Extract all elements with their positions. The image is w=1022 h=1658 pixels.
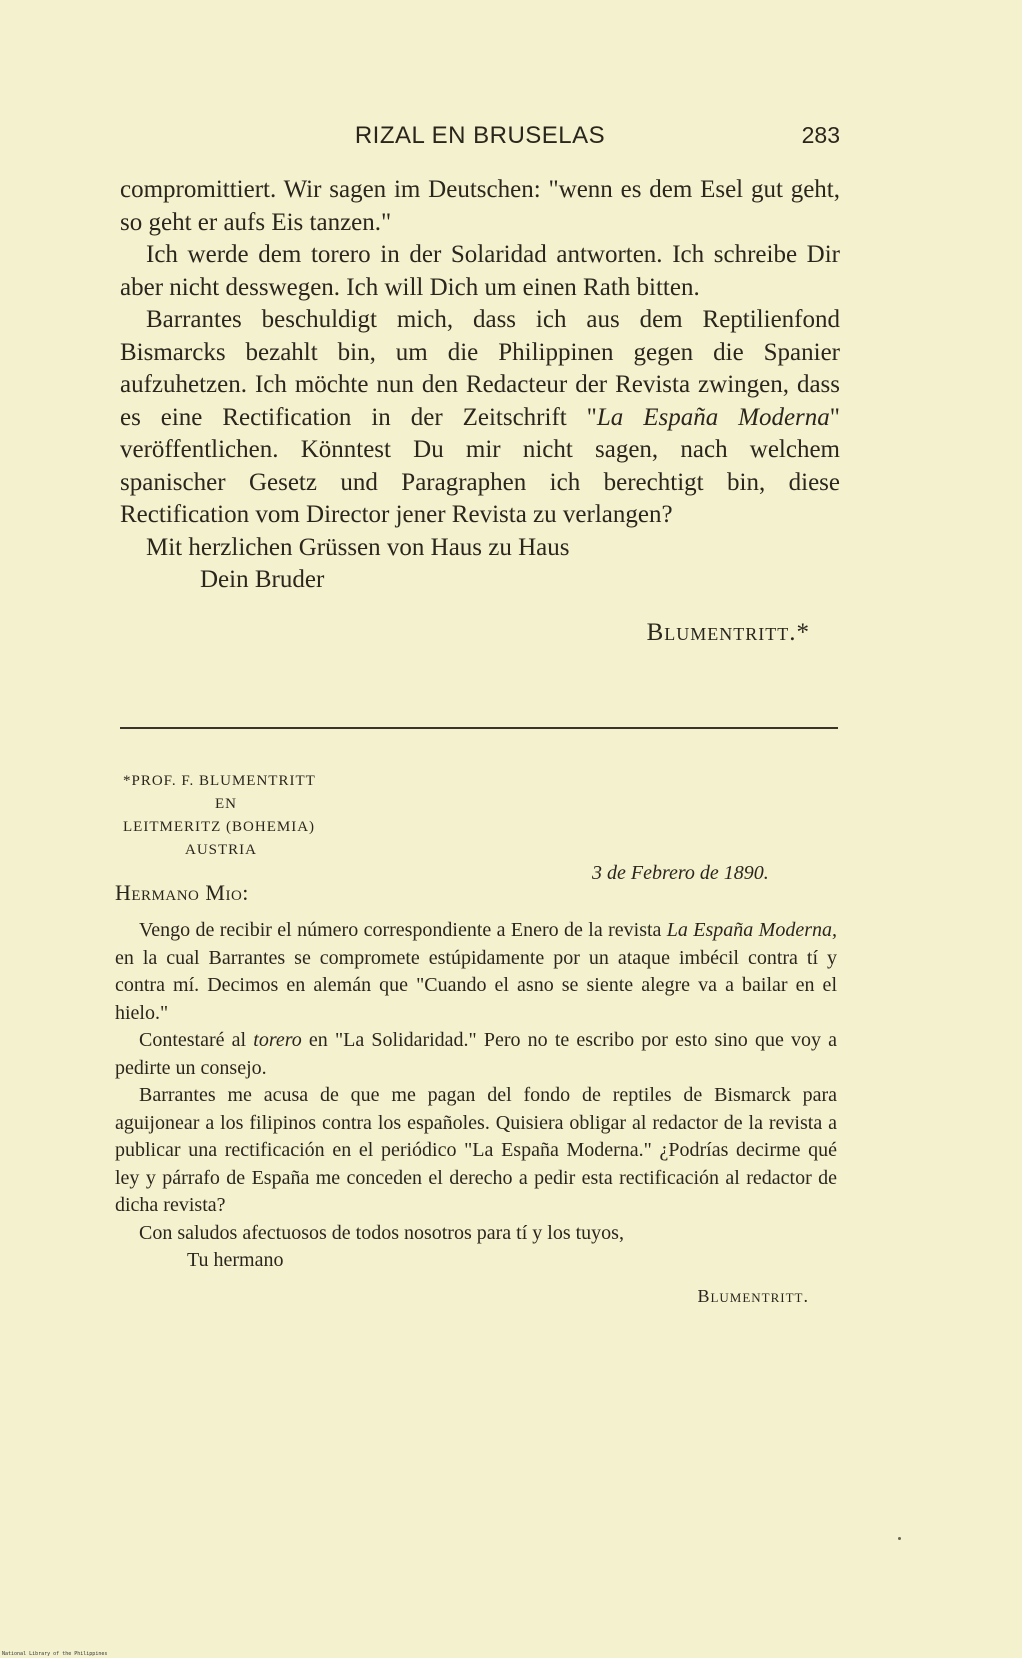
german-brother-line: Dein Bruder (200, 566, 325, 593)
journal-title-italic: La España Moderna, (666, 919, 837, 941)
journal-title-italic: La España Moderna (596, 403, 830, 431)
german-paragraph-3-text-a: Barrantes beschuldigt mich, dass ich aus dem Reptilienfond Bismarcks bezahlt bin, um die Philippinen gegen die Spanier aufzuhetzen. Ich möchte nun den Redacteur der Revista zwingen, dass es eine Rectification in der Zeitschrift " (120, 306, 840, 431)
german-closing: Mit herzlichen Grüssen von Haus zu Haus (146, 533, 570, 561)
address-line-3: LEITMERITZ (BOHEMIA) (123, 819, 316, 835)
spanish-paragraph-2 (115, 1027, 837, 1082)
german-paragraph-1: compromittiert. Wir sagen im Deutschen: "wenn es dem Esel gut geht, so geht er aufs Eis tanzen." (120, 176, 840, 236)
spanish-closing: Con saludos afectuosos de todos nosotros para tí y los tuyos, (139, 1221, 624, 1244)
address-line-1: *PROF. F. BLUMENTRITT (123, 773, 316, 789)
paper-speck (898, 1537, 901, 1540)
footnote-address (123, 770, 353, 862)
spanish-paragraph-1-text-b: en la cual Barrantes se compromete estúpidamente por un ataque imbécil contra tí y contra mí. Decimos en alemán que "Cuando el asno se siente alegre va a bailar en el hielo." (115, 946, 837, 1024)
german-letter (120, 174, 840, 649)
running-title: RIZAL EN BRUSELAS (354, 122, 606, 149)
page-number: 283 (801, 122, 840, 148)
spanish-brother-line: Tu hermano (187, 1249, 284, 1271)
section-divider (120, 727, 838, 729)
spanish-paragraph-1-text-a: Vengo de recibir el número correspondiente a Enero de la revista (139, 919, 667, 941)
page-header (120, 122, 840, 158)
spanish-signature: Blumentritt. (697, 1285, 809, 1306)
spanish-paragraph-3: Barrantes me acusa de que me pagan del fondo de reptiles de Bismarck para aguijonear a los filipinos contra los españoles. Quisiera obligar al redactor de la revista a publicar una rectificación en el periódico "La España Moderna." ¿Podrías decirme qué ley y párrafo de España me conceden el derecho a pedir esta rectificación al redactor de dicha revista? (115, 1084, 837, 1216)
spanish-paragraph-2-text-b: en "La Solidaridad." Pero no te escribo por esto sino que voy a pedirte un consejo. (115, 1029, 838, 1079)
address-line-2: EN (215, 796, 237, 812)
spanish-letter (115, 917, 837, 1310)
salutation: Hermano Mio: (115, 880, 249, 905)
torero-italic: torero (253, 1029, 302, 1051)
german-paragraph-3-text-b: " veröffentlichen. Könntest Du mir nicht sagen, nach welchem spanischer Gesetz und Paragraphen ich berechtigt bin, diese Rectification vom Director jener Revista zu verlangen? (120, 403, 840, 528)
address-line-4: AUSTRIA (185, 842, 258, 858)
spanish-paragraph-1 (115, 917, 837, 1027)
letter-date: 3 de Febrero de 1890. (592, 862, 769, 884)
spanish-paragraph-2-text-a: Contestaré al (139, 1029, 254, 1051)
german-paragraph-3 (120, 304, 840, 532)
german-paragraph-2: Ich werde dem torero in der Solaridad antworten. Ich schreibe Dir aber nicht desswegen. Ich will Dich um einen Rath bitten. (120, 241, 840, 301)
german-signature: Blumentritt.* (646, 618, 810, 646)
library-credit: National Library of the Philippines (2, 1651, 108, 1657)
